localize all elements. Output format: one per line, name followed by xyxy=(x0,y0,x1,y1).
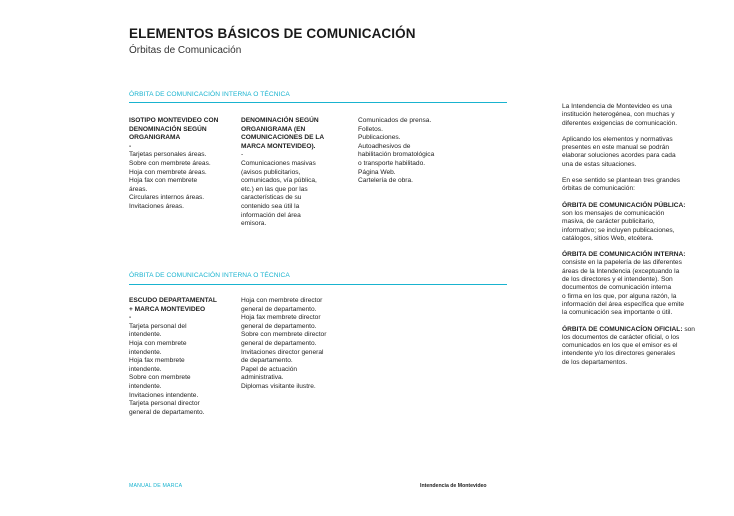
page-title: ELEMENTOS BÁSICOS DE COMUNICACIÓN xyxy=(129,26,416,41)
section2-heading: ÓRBITA DE COMUNICACIÓN INTERNA O TÉCNICA xyxy=(129,272,290,279)
column-item-line: o transporte habilitado. xyxy=(358,159,426,167)
section1-rule xyxy=(129,102,507,103)
column-item-line: Tarjeta personal del xyxy=(129,322,187,330)
paragraph-line: diferentes exigencias de comunicación. xyxy=(562,119,678,127)
paragraph-line: documentos de comunicación interna xyxy=(562,284,672,292)
paragraph-line: una de estas situaciones. xyxy=(562,160,637,168)
column-item-line: Circulares internos áreas. xyxy=(129,194,205,202)
paragraph-line: comunicados en los que el emisor es el xyxy=(562,342,678,350)
orbita-oficial-heading: ÓRBITA DE COMUNICACÍON OFICIAL: xyxy=(562,325,683,333)
column-item-line: Tarjetas personales áreas. xyxy=(129,151,207,159)
column-heading-line: ESCUDO DEPARTAMENTAL xyxy=(129,297,217,304)
section1-col2 xyxy=(241,117,351,229)
paragraph-line: órbitas de comunicación: xyxy=(562,185,635,193)
section2-col1 xyxy=(129,297,234,417)
column-item-line: Hoja fax con membrete xyxy=(129,177,198,185)
column-item-line: contenido sea útil la xyxy=(241,202,300,210)
column-item-line: Hoja con membrete áreas. xyxy=(129,168,207,176)
column-item-line: - xyxy=(241,151,244,159)
section1-col3 xyxy=(358,117,468,186)
paragraph-line: elaborar soluciones acordes para cada xyxy=(562,152,676,160)
column-item-line: Papel de actuación xyxy=(241,365,298,373)
column-item-line: Hoja fax membrete director xyxy=(241,314,321,322)
column-heading-line: - xyxy=(129,142,132,150)
paragraph-line: intendente y/o los directores generales xyxy=(562,350,676,358)
footer-manual-label: MANUAL DE MARCA xyxy=(129,483,183,489)
column-item-line: Publicaciones. xyxy=(358,134,401,142)
column-heading-line: MARCA MONTEVIDEO). xyxy=(241,142,316,150)
column-item-line: Invitaciones director general xyxy=(241,348,324,356)
paragraph-line: de los departamentos. xyxy=(562,358,628,366)
column-item-line: emisora. xyxy=(241,220,267,228)
column-item-line: información del área xyxy=(241,211,301,219)
paragraph-line: son los mensajes de comunicación xyxy=(562,209,665,217)
column-heading-line: COMUNICACIONES DE LA xyxy=(241,134,325,142)
paragraph-line: La Intendencia de Montevideo es una xyxy=(562,103,672,110)
paragraph-line: la comunicación sea importante o útil. xyxy=(562,309,673,317)
paragraph-line: consiste en la papelería de las diferentes xyxy=(562,259,682,267)
sidebar-paragraph-oficial xyxy=(562,326,712,367)
column-item-line: Hoja con membrete xyxy=(129,339,187,347)
paragraph-line: Aplicando los elementos y normativas xyxy=(562,135,673,143)
column-item-line: Diplomas visitante ilustre. xyxy=(241,382,316,390)
column-item-line: Folletos. xyxy=(358,125,383,133)
paragraph-line: información del área específica que emite xyxy=(562,300,685,308)
orbita-publica-heading: ÓRBITA DE COMUNICACIÓN PÚBLICA: xyxy=(562,201,686,209)
column-item-line: características de su xyxy=(241,194,302,202)
section1-col1 xyxy=(129,117,234,212)
column-item-line: Tarjeta personal director xyxy=(129,400,200,408)
paragraph-line: los documentos de carácter oficial, o los xyxy=(562,333,680,341)
orbita-interna-heading: ÓRBITA DE COMUNICACIÓN INTERNA: xyxy=(562,251,686,259)
column-item-line: Comunicados de prensa. xyxy=(358,117,432,124)
orbita-oficial-heading-tail: son xyxy=(682,325,695,333)
sidebar-paragraph-2 xyxy=(562,136,712,169)
column-item-line: administrativa. xyxy=(241,374,284,382)
column-item-line: Hoja con membrete director xyxy=(241,297,323,304)
sidebar-paragraph-publica xyxy=(562,202,712,243)
column-item-line: etc.) en las que por las xyxy=(241,185,308,193)
footer-institution-label: Intendencia de Montevideo xyxy=(420,483,487,489)
column-item-line: general de departamento. xyxy=(241,322,317,330)
sidebar-text xyxy=(562,103,712,375)
column-item-line: de departamento. xyxy=(241,357,293,365)
column-item-line: Comunicaciones masivas xyxy=(241,159,316,167)
orbita-oficial-body xyxy=(562,334,679,366)
column-heading-line: ISOTIPO MONTEVIDEO CON xyxy=(129,117,219,124)
orbita-publica-body xyxy=(562,210,675,242)
column-item-line: Cartelería de obra. xyxy=(358,177,413,185)
paragraph-line: institución heterogénea, con muchas y xyxy=(562,111,675,119)
column-item-line: Sobre con membrete xyxy=(129,374,191,382)
column-item-line: intendente. xyxy=(129,382,162,390)
column-heading-line: ORGANIGRAMA xyxy=(129,134,181,142)
paragraph-line: o firma en los que, por alguna razón, la xyxy=(562,292,677,300)
column-item-line: Autoadhesivos de xyxy=(358,142,411,150)
column-heading-line: DENOMINACIÓN SEGÚN xyxy=(241,117,319,124)
column-item-line: Sobre con membrete áreas. xyxy=(129,159,211,167)
paragraph-line: áreas de la Intendencia (exceptuando la xyxy=(562,267,680,275)
paragraph-line: de los directores y el intendente). Son xyxy=(562,276,673,284)
column-item-line: general de departamento. xyxy=(129,408,205,416)
section2-rule xyxy=(129,284,507,285)
column-item-line: intendente. xyxy=(129,365,162,373)
section2-col2 xyxy=(241,297,356,392)
column-heading-line: ORGANIGRAMA (EN xyxy=(241,125,306,133)
column-item-line: Invitaciones áreas. xyxy=(129,202,184,210)
column-heading-line: - xyxy=(129,314,132,322)
column-heading-line: DENOMINACIÓN SEGÚN xyxy=(129,125,207,133)
paragraph-line: masiva, de carácter publicitario, xyxy=(562,218,655,226)
sidebar-paragraph-1 xyxy=(562,103,712,128)
sidebar-paragraph-interna xyxy=(562,251,712,317)
paragraph-line: informativo; se incluyen publicaciones, xyxy=(562,226,675,234)
paragraph-line: catálogos, sitios Web, etcétera. xyxy=(562,234,654,242)
column-item-line: Página Web. xyxy=(358,168,396,176)
paragraph-line: En ese sentido se plantean tres grandes xyxy=(562,177,681,185)
orbita-interna-body xyxy=(562,259,684,316)
column-item-line: general de departamento. xyxy=(241,305,317,313)
sidebar-paragraph-3 xyxy=(562,177,712,194)
column-item-line: Hoja fax membrete xyxy=(129,357,185,365)
column-item-line: general de departamento. xyxy=(241,339,317,347)
column-item-line: Sobre con membrete director xyxy=(241,331,327,339)
paragraph-line: presentes en este manual se podrán xyxy=(562,144,670,152)
column-item-line: comunicados, vía pública, xyxy=(241,177,317,185)
column-item-line: intendente. xyxy=(129,348,162,356)
column-item-line: intendente. xyxy=(129,331,162,339)
page-subtitle: Órbitas de Comunicación xyxy=(129,45,242,56)
column-item-line: áreas. xyxy=(129,185,148,193)
column-item-line: (avisos publicitarios, xyxy=(241,168,301,176)
column-item-line: Invitaciones intendente. xyxy=(129,391,199,399)
column-heading-line: + MARCA MONTEVIDEO xyxy=(129,305,206,313)
section1-heading: ÓRBITA DE COMUNICACIÓN INTERNA O TÉCNICA xyxy=(129,91,290,98)
column-item-line: habilitación bromatológica xyxy=(358,151,435,159)
